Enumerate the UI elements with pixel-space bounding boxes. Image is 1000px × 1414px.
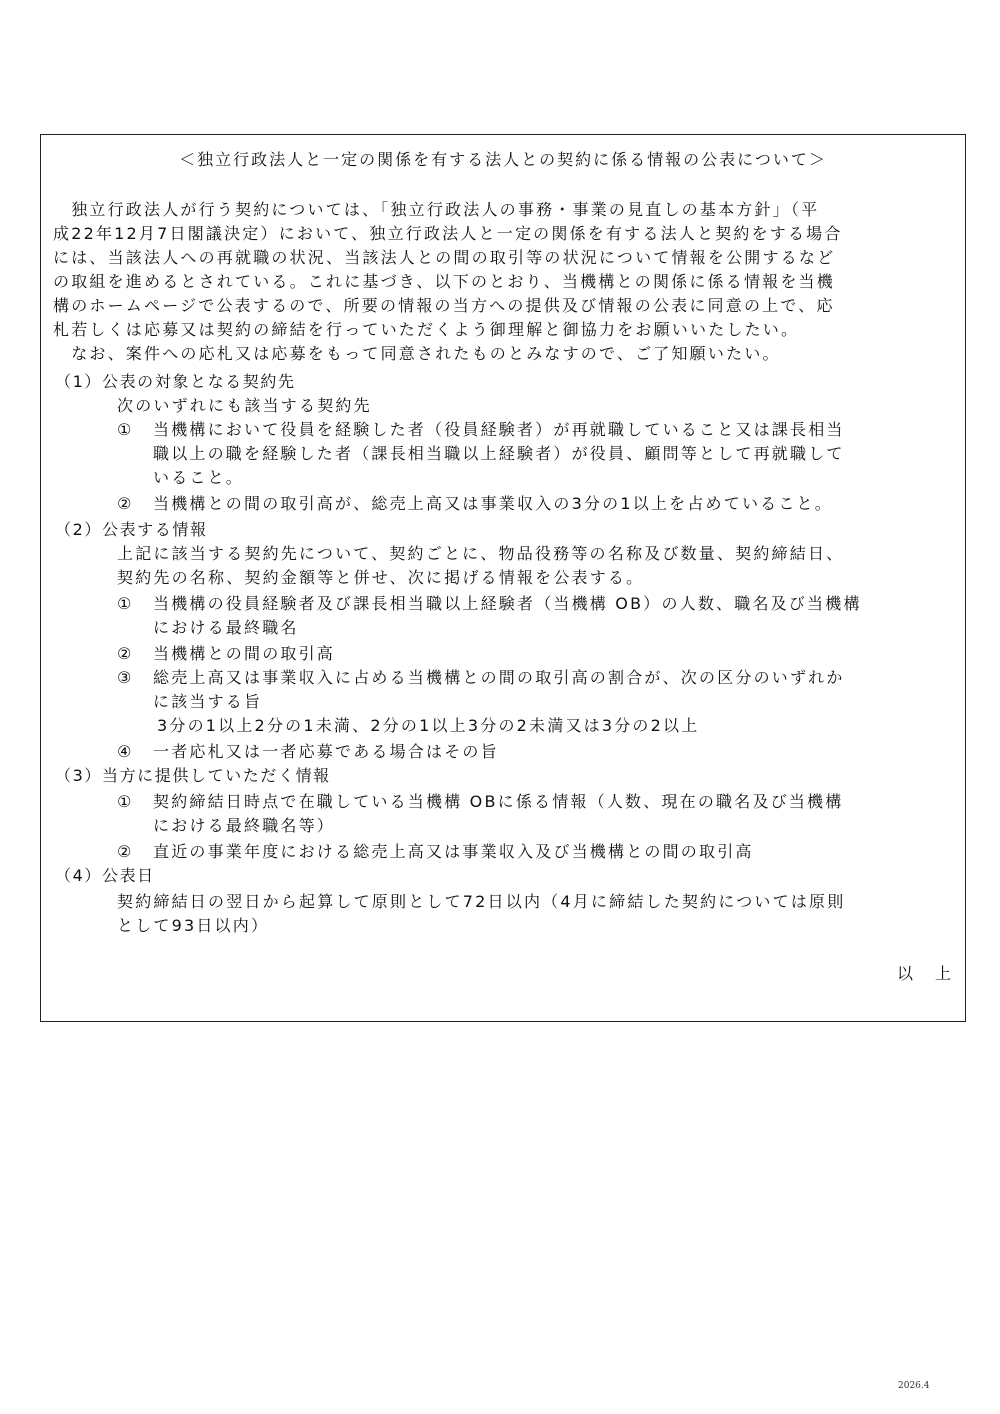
item-line: 当機構との間の取引高 <box>153 644 336 663</box>
intro-line: 構のホームページで公表するので、所要の情報の当方への提供及び情報の公表に同意の上で、応 <box>53 296 835 315</box>
item-line: 職以上の職を経験した者（課長相当職以上経験者）が役員、顧問等として再就職して <box>153 444 845 463</box>
item-line: 当機構との間の取引高が、総売上高又は事業収入の3分の1以上を占めていること。 <box>153 494 833 513</box>
section-heading: （3）当方に提供していただく情報 <box>55 766 331 785</box>
intro-line: 成22年12月7日閣議決定）において、独立行政法人と一定の関係を有する法人と契約をする場合 <box>53 224 843 243</box>
item-line: 総売上高又は事業収入に占める当機構との間の取引高の割合が、次の区分のいずれか <box>153 668 845 687</box>
item-marker: ③ <box>117 668 134 687</box>
section-lead: 上記に該当する契約先について、契約ごとに、物品役務等の名称及び数量、契約締結日、 <box>117 544 845 563</box>
item-line: 当機構の役員経験者及び課長相当職以上経験者（当機構 OB）の人数、職名及び当機構 <box>153 594 862 613</box>
section-lead: 契約先の名称、契約金額等と併せ、次に掲げる情報を公表する。 <box>117 568 645 587</box>
section-lead: 次のいずれにも該当する契約先 <box>117 396 372 415</box>
item-marker: ① <box>117 420 134 439</box>
intro-line: なお、案件への応札又は応募をもって同意されたものとみなすので、ご了知願いたい。 <box>53 344 781 363</box>
intro-line: の取組を進めるとされている。これに基づき、以下のとおり、当機構との関係に係る情報を当機 <box>53 272 835 291</box>
item-marker: ④ <box>117 742 134 761</box>
notice-box <box>40 134 973 1022</box>
item-line: 直近の事業年度における総売上高又は事業収入及び当機構との間の取引高 <box>153 842 754 861</box>
section-lead: として93日以内） <box>117 916 270 935</box>
intro-line: 札若しくは応募又は契約の締結を行っていただくよう御理解と御協力をお願いいたしたい。 <box>53 320 800 339</box>
item-marker: ① <box>117 594 134 613</box>
item-marker: ② <box>117 644 134 663</box>
item-line: における最終職名等） <box>153 816 336 835</box>
item-line: 3分の1以上2分の1未満、2分の1以上3分の2未満又は3分の2以上 <box>157 716 700 735</box>
item-marker: ① <box>117 792 134 811</box>
intro-line: には、当該法人への再就職の状況、当該法人との間の取引等の状況について情報を公開するなど <box>53 248 836 267</box>
section-heading: （2）公表する情報 <box>55 520 208 539</box>
item-line: いること。 <box>153 468 245 487</box>
section-heading: （1）公表の対象となる契約先 <box>55 372 296 391</box>
item-marker: ② <box>117 494 134 513</box>
item-marker: ② <box>117 842 134 861</box>
section-lead: 契約締結日の翌日から起算して原則として72日以内（4月に締結した契約については原則 <box>117 892 846 911</box>
section-heading: （4）公表日 <box>55 866 155 885</box>
item-line: における最終職名 <box>153 618 299 637</box>
item-line: 契約締結日時点で在職している当機構 OBに係る情報（人数、現在の職名及び当機構 <box>153 792 844 811</box>
item-line: 当機構において役員を経験した者（役員経験者）が再就職していること又は課長相当 <box>153 420 845 439</box>
item-line: に該当する旨 <box>153 692 263 711</box>
item-line: 一者応札又は一者応募である場合はその旨 <box>153 742 499 761</box>
notice-title: ＜独立行政法人と一定の関係を有する法人との契約に係る情報の公表について＞ <box>179 150 827 169</box>
intro-line: 独立行政法人が行う契約については、「独立行政法人の事務・事業の見直しの基本方針」（平 <box>53 200 820 219</box>
date-mark: 2026.4 <box>898 1381 930 1391</box>
closing-mark: 以上 <box>896 964 973 983</box>
